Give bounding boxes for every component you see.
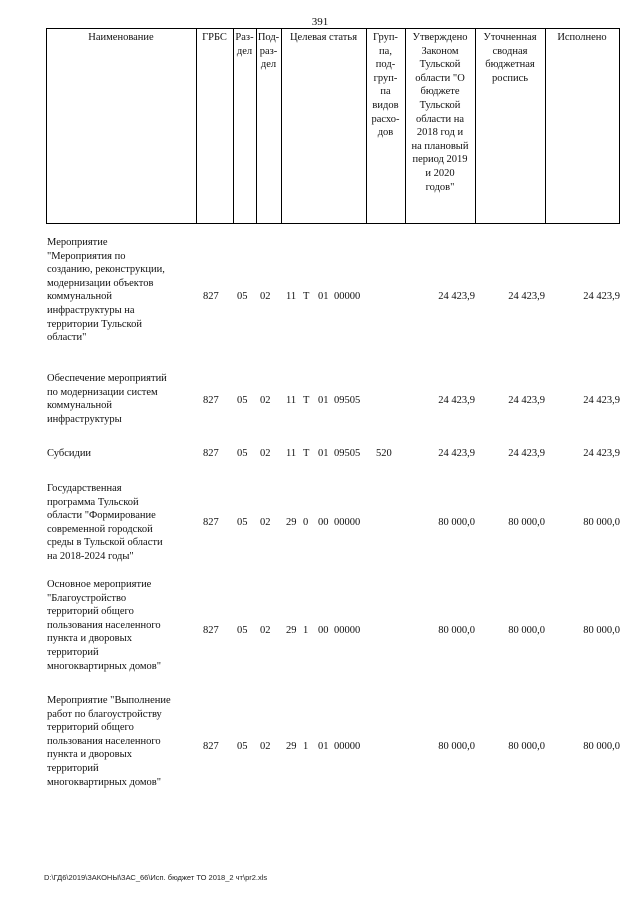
- row-target-measure: 01: [318, 395, 329, 406]
- row-target-program: 11: [286, 395, 297, 406]
- row-razdel: 05: [237, 291, 248, 302]
- row-razdel: 05: [237, 395, 248, 406]
- row-podrazdel: 02: [260, 741, 271, 752]
- row-refined: 24 423,9: [508, 291, 545, 302]
- row-target-program: 11: [286, 291, 297, 302]
- row-refined: 80 000,0: [508, 625, 545, 636]
- row-target-program: 29: [286, 517, 297, 528]
- row-target-measure: 01: [318, 741, 329, 752]
- row-executed: 80 000,0: [583, 625, 620, 636]
- row-name: Мероприятие "Выполнение работ по благоустройству территорий общего пользования населенного пункта и дворовых территорий многоквартирных домов": [47, 695, 171, 788]
- row-name: Государственная программа Тульской области "Формирование современной городской среды в Тульской области на 2018-2024 годы": [47, 483, 163, 562]
- col-border: [196, 28, 197, 224]
- row-group: 520: [376, 448, 392, 459]
- row-name: Основное мероприятие "Благоустройство территорий общего пользования населенного пункта и дворовых территорий многоквартирных домов": [47, 579, 162, 672]
- row-approved: 80 000,0: [438, 741, 475, 752]
- row-approved: 24 423,9: [438, 395, 475, 406]
- header-top-rule: [46, 28, 620, 29]
- row-target-program: 29: [286, 741, 297, 752]
- row-target-code: 09505: [334, 395, 361, 406]
- row-grbs: 827: [203, 395, 219, 406]
- header-name: Наименование: [88, 32, 154, 43]
- row-executed: 24 423,9: [583, 291, 620, 302]
- header-bottom-rule: [46, 223, 620, 224]
- page-number: 391: [311, 16, 329, 28]
- row-podrazdel: 02: [260, 625, 271, 636]
- row-target-code: 00000: [334, 291, 361, 302]
- row-target-measure: 01: [318, 291, 329, 302]
- file-path-footer: D:\ГД6\2019\ЗАКОНЫ\ЗАС_66\Исп. бюджет ТО 2018_2 чт\pr2.xls: [44, 873, 268, 882]
- col-border: [619, 28, 620, 224]
- header-target: Целевая статья: [289, 32, 358, 43]
- row-target-code: 00000: [334, 625, 361, 636]
- row-grbs: 827: [203, 625, 219, 636]
- row-target-subprogram: Т: [303, 448, 310, 459]
- row-grbs: 827: [203, 741, 219, 752]
- row-target-subprogram: 0: [303, 517, 309, 528]
- row-grbs: 827: [203, 291, 219, 302]
- row-podrazdel: 02: [260, 395, 271, 406]
- row-target-measure: 00: [318, 625, 329, 636]
- header-executed: Исполнено: [557, 32, 607, 43]
- header-group: Груп- па, под- груп- па видов расхо- дов: [371, 32, 400, 139]
- header-grbs: ГРБС: [202, 32, 227, 43]
- row-target-subprogram: 1: [303, 741, 309, 752]
- col-border: [281, 28, 282, 224]
- row-refined: 24 423,9: [508, 448, 545, 459]
- row-razdel: 05: [237, 517, 248, 528]
- header-refined: Уточненная сводная бюджетная роспись: [483, 32, 537, 84]
- header-podrazdel: Под- раз- дел: [257, 32, 280, 71]
- row-target-subprogram: Т: [303, 395, 310, 406]
- row-podrazdel: 02: [260, 517, 271, 528]
- row-name: Обеспечение мероприятий по модернизации систем коммунальной инфраструктуры: [47, 373, 167, 425]
- row-target-measure: 01: [318, 448, 329, 459]
- row-razdel: 05: [237, 625, 248, 636]
- col-border: [545, 28, 546, 224]
- row-grbs: 827: [203, 448, 219, 459]
- row-executed: 80 000,0: [583, 741, 620, 752]
- col-border: [46, 28, 47, 224]
- row-target-measure: 00: [318, 517, 329, 528]
- row-target-program: 11: [286, 448, 297, 459]
- row-razdel: 05: [237, 741, 248, 752]
- table-header: [46, 28, 620, 224]
- row-approved: 24 423,9: [438, 291, 475, 302]
- row-approved: 80 000,0: [438, 517, 475, 528]
- row-target-code: 09505: [334, 448, 361, 459]
- row-approved: 80 000,0: [438, 625, 475, 636]
- row-approved: 24 423,9: [438, 448, 475, 459]
- row-target-code: 00000: [334, 517, 361, 528]
- row-name: Мероприятие "Мероприятия по созданию, реконструкции, модернизации объектов коммунальной инфраструктуры на территории Тульской области": [47, 237, 165, 344]
- header-approved: Утверждено Законом Тульской области "О бюджете Тульской области на 2018 год и на плановый период 2019 и 2020 годов": [411, 32, 469, 193]
- row-name: Субсидии: [47, 448, 92, 459]
- row-target-code: 00000: [334, 741, 361, 752]
- row-target-subprogram: 1: [303, 625, 309, 636]
- row-executed: 24 423,9: [583, 395, 620, 406]
- row-refined: 80 000,0: [508, 741, 545, 752]
- row-refined: 24 423,9: [508, 395, 545, 406]
- row-podrazdel: 02: [260, 448, 271, 459]
- row-refined: 80 000,0: [508, 517, 545, 528]
- row-razdel: 05: [237, 448, 248, 459]
- row-target-program: 29: [286, 625, 297, 636]
- header-razdel: Раз- дел: [235, 32, 254, 57]
- row-podrazdel: 02: [260, 291, 271, 302]
- row-executed: 24 423,9: [583, 448, 620, 459]
- row-target-subprogram: Т: [303, 291, 310, 302]
- row-grbs: 827: [203, 517, 219, 528]
- row-executed: 80 000,0: [583, 517, 620, 528]
